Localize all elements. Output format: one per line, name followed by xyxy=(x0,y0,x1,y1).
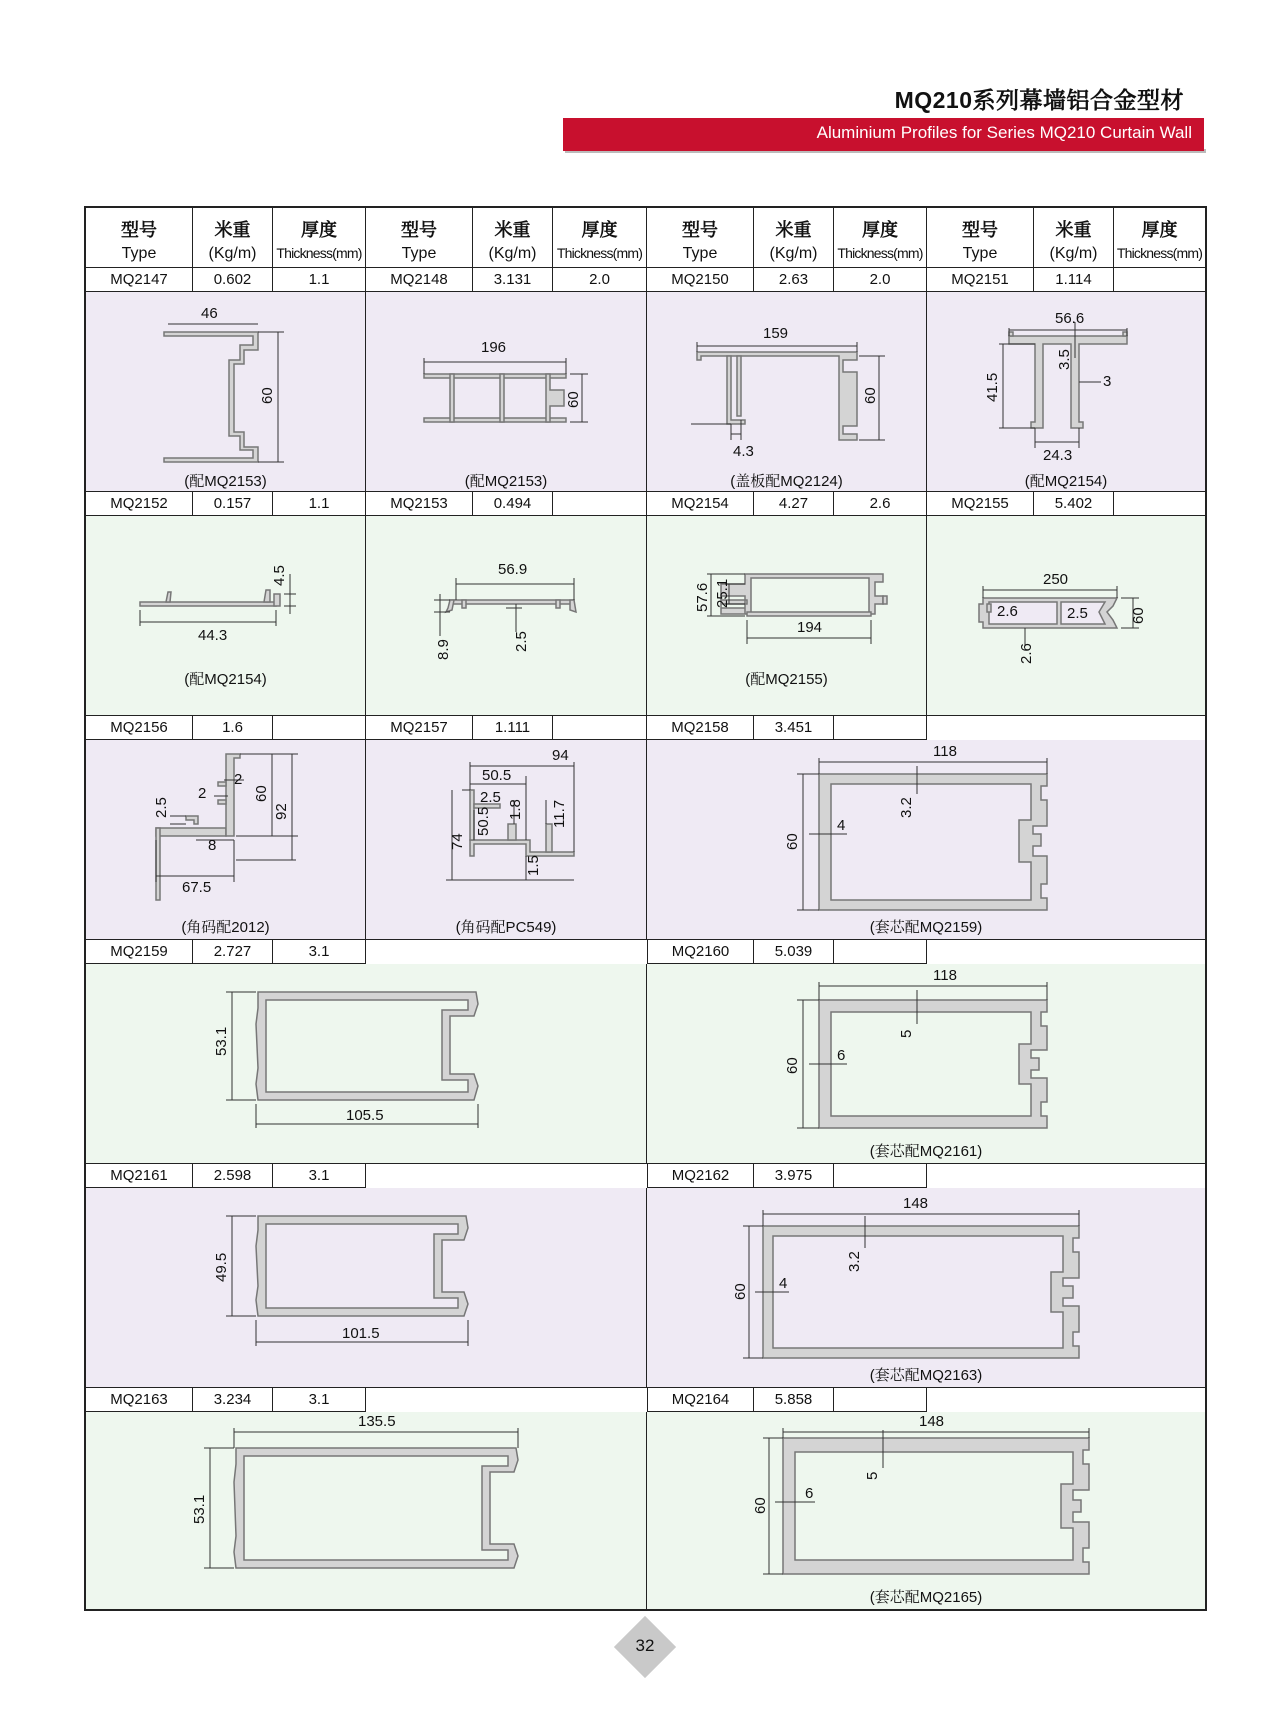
profile-drawing-mq2148 xyxy=(366,292,647,492)
type-cell: MQ2156 xyxy=(86,716,193,740)
profile-drawing-mq2163 xyxy=(86,1412,647,1609)
dim-label: 60 xyxy=(752,1497,769,1514)
profile-diagram xyxy=(647,292,927,492)
profile-drawing-mq2150 xyxy=(647,292,927,492)
profile-diagram xyxy=(86,740,366,940)
info-row-2 xyxy=(86,492,1205,516)
dim-label: 60 xyxy=(862,387,879,404)
weight-cell: 2.727 xyxy=(193,940,273,964)
profile-diagram xyxy=(366,516,647,716)
profile-diagram xyxy=(366,740,647,940)
dim-label: 44.3 xyxy=(198,627,228,644)
thickness-cell xyxy=(553,716,647,740)
thickness-cell: 1.1 xyxy=(273,268,366,292)
profile-diagram xyxy=(647,964,1205,1164)
dim-label: 5 xyxy=(898,1029,915,1038)
page-title-cn: MQ210系列幕墙铝合金型材 xyxy=(894,87,1184,113)
dim-label: 92 xyxy=(273,803,290,820)
header-thickness-4: 厚度 Thickness(mm) xyxy=(1114,208,1205,268)
dim-label: 60 xyxy=(253,785,270,802)
dim-label: 159 xyxy=(763,325,789,342)
weight-cell: 0.602 xyxy=(193,268,273,292)
thickness-cell xyxy=(834,940,927,964)
weight-cell: 0.157 xyxy=(193,492,273,516)
thickness-cell: 3.1 xyxy=(273,1388,366,1412)
header-type-4: 型号 Type xyxy=(927,208,1034,268)
type-cell: MQ2160 xyxy=(647,940,754,964)
type-cell: MQ2157 xyxy=(366,716,473,740)
dim-label: 60 xyxy=(259,387,276,404)
thickness-cell xyxy=(1114,268,1205,292)
dim-label: 2.5 xyxy=(480,789,501,806)
header-weight-4: 米重 (Kg/m) xyxy=(1034,208,1114,268)
weight-cell: 3.131 xyxy=(473,268,553,292)
dim-label: 1.5 xyxy=(525,855,542,876)
dim-label: 194 xyxy=(797,619,823,636)
profile-diagram xyxy=(86,1412,647,1609)
thickness-cell: 1.1 xyxy=(273,492,366,516)
profile-caption: (盖板配MQ2124) xyxy=(730,473,843,490)
profile-diagram xyxy=(647,1412,1205,1609)
weight-cell: 1.6 xyxy=(193,716,273,740)
thickness-cell: 3.1 xyxy=(273,940,366,964)
thickness-cell: 2.6 xyxy=(834,492,927,516)
dim-label: 135.5 xyxy=(358,1413,396,1430)
profile-drawing-mq2155 xyxy=(927,516,1205,716)
type-cell: MQ2163 xyxy=(86,1388,193,1412)
thickness-cell xyxy=(553,492,647,516)
profile-drawing-mq2153 xyxy=(366,516,647,716)
profile-caption: (配MQ2153) xyxy=(184,473,267,490)
thickness-cell xyxy=(1114,492,1205,516)
dim-label: 57.6 xyxy=(694,582,711,612)
profile-caption: (套芯配MQ2165) xyxy=(869,1589,983,1606)
header-weight-3: 米重 (Kg/m) xyxy=(754,208,834,268)
dim-label: 60 xyxy=(565,391,582,408)
profile-caption: (套芯配MQ2163) xyxy=(869,1367,983,1384)
profile-table xyxy=(84,206,1207,1611)
dim-label: 148 xyxy=(919,1413,945,1430)
weight-cell: 0.494 xyxy=(473,492,553,516)
dim-label: 53.1 xyxy=(191,1494,208,1524)
profile-diagram xyxy=(927,516,1205,716)
weight-cell: 3.451 xyxy=(754,716,834,740)
dim-label: 3.2 xyxy=(898,797,915,818)
page-number: 32 xyxy=(635,1636,655,1655)
profile-diagram xyxy=(86,964,647,1164)
thickness-cell xyxy=(273,716,366,740)
type-cell: MQ2158 xyxy=(647,716,754,740)
dim-label: 2 xyxy=(198,785,207,802)
profile-drawing-mq2156 xyxy=(86,740,366,940)
dim-label: 1.8 xyxy=(507,799,524,820)
profile-diagram xyxy=(86,292,366,492)
info-row-3 xyxy=(86,716,927,740)
weight-cell: 2.598 xyxy=(193,1164,273,1188)
profile-drawing-mq2164 xyxy=(647,1412,1205,1609)
dim-label: 3.2 xyxy=(846,1251,863,1272)
dim-label: 3 xyxy=(1103,373,1112,390)
dim-label: 8.9 xyxy=(435,639,452,660)
thickness-cell xyxy=(834,1388,927,1412)
dim-label: 60 xyxy=(732,1283,749,1300)
header-thickness-2: 厚度 Thickness(mm) xyxy=(553,208,647,268)
profile-caption: (套芯配MQ2161) xyxy=(869,1143,983,1160)
dim-label: 8 xyxy=(208,837,217,854)
info-row-4 xyxy=(86,940,1205,964)
profile-caption: (配MQ2154) xyxy=(1024,473,1108,490)
dim-label: 4 xyxy=(779,1275,788,1292)
dim-label: 2.6 xyxy=(997,603,1018,620)
dim-label: 56.9 xyxy=(498,561,528,578)
dim-label: 2 xyxy=(234,771,243,788)
dim-label: 118 xyxy=(933,743,957,760)
dim-label: 5 xyxy=(864,1471,881,1480)
thickness-cell: 2.0 xyxy=(834,268,927,292)
profile-diagram xyxy=(86,1188,647,1388)
weight-cell: 5.039 xyxy=(754,940,834,964)
dim-label: 148 xyxy=(903,1195,929,1212)
info-row-5 xyxy=(86,1164,1205,1188)
type-cell: MQ2152 xyxy=(86,492,193,516)
dim-label: 50.5 xyxy=(482,767,512,784)
profile-drawing-mq2159 xyxy=(86,964,647,1164)
header-type-3: 型号 Type xyxy=(647,208,754,268)
weight-cell: 3.975 xyxy=(754,1164,834,1188)
type-cell: MQ2150 xyxy=(647,268,754,292)
dim-label: 11.7 xyxy=(551,799,568,828)
header-weight-2: 米重 (Kg/m) xyxy=(473,208,553,268)
dim-label: 25.1 xyxy=(714,578,731,608)
dim-label: 2.5 xyxy=(153,797,170,818)
profile-drawing-mq2160 xyxy=(647,964,1205,1164)
header-weight-1: 米重 (Kg/m) xyxy=(193,208,273,268)
profile-caption: (配MQ2153) xyxy=(464,473,548,490)
dim-label: 6 xyxy=(805,1485,814,1502)
weight-cell: 5.402 xyxy=(1034,492,1114,516)
profile-drawing-mq2147 xyxy=(86,292,366,492)
weight-cell: 2.63 xyxy=(754,268,834,292)
profile-drawing-mq2154 xyxy=(647,516,927,716)
info-row-6 xyxy=(86,1388,1205,1412)
weight-cell: 1.114 xyxy=(1034,268,1114,292)
profile-diagram xyxy=(647,740,1205,940)
profile-caption: (角码配PC549) xyxy=(455,919,557,936)
title-bar xyxy=(563,118,1204,151)
profile-diagram xyxy=(647,1188,1205,1388)
weight-cell: 3.234 xyxy=(193,1388,273,1412)
dim-label: 46 xyxy=(201,305,218,322)
profile-diagram xyxy=(366,292,647,492)
profile-drawing-mq2162 xyxy=(647,1188,1205,1388)
profile-diagram xyxy=(927,292,1205,492)
dim-label: 94 xyxy=(552,747,569,764)
thickness-cell: 3.1 xyxy=(273,1164,366,1188)
profile-caption: (配MQ2154) xyxy=(184,671,267,688)
type-cell: MQ2148 xyxy=(366,268,473,292)
info-row-1 xyxy=(86,268,1205,292)
dim-label: 41.5 xyxy=(984,372,1001,402)
dim-label: 67.5 xyxy=(182,879,212,896)
header-type-2: 型号 Type xyxy=(366,208,473,268)
dim-label: 74 xyxy=(449,833,466,850)
dim-label: 101.5 xyxy=(342,1325,380,1342)
type-cell: MQ2153 xyxy=(366,492,473,516)
weight-cell: 5.858 xyxy=(754,1388,834,1412)
dim-label: 60 xyxy=(1130,607,1147,624)
thickness-cell xyxy=(834,716,927,740)
dim-label: 56.6 xyxy=(1055,310,1085,327)
dim-label: 24.3 xyxy=(1043,447,1073,464)
profile-drawing-mq2161 xyxy=(86,1188,647,1388)
profile-caption: (角码配2012) xyxy=(181,919,270,936)
header-thickness-1: 厚度 Thickness(mm) xyxy=(273,208,366,268)
dim-label: 50.5 xyxy=(475,806,492,836)
type-cell: MQ2151 xyxy=(927,268,1034,292)
dim-label: 60 xyxy=(784,1057,801,1074)
header-thickness-3: 厚度 Thickness(mm) xyxy=(834,208,927,268)
dim-label: 2.5 xyxy=(513,631,530,652)
dim-label: 53.1 xyxy=(213,1026,230,1056)
weight-cell: 4.27 xyxy=(754,492,834,516)
dim-label: 250 xyxy=(1043,571,1069,588)
profile-drawing-mq2158 xyxy=(647,740,1205,940)
page-title-en: Aluminium Profiles for Series MQ210 Curtain Wall xyxy=(816,123,1192,142)
weight-cell: 1.111 xyxy=(473,716,553,740)
dim-label: 49.5 xyxy=(213,1252,230,1282)
dim-label: 2.6 xyxy=(1018,643,1035,664)
profile-drawing-mq2157 xyxy=(366,740,647,940)
dim-label: 105.5 xyxy=(346,1107,384,1124)
profile-drawing-mq2151 xyxy=(927,292,1205,492)
header-type-1: 型号 Type xyxy=(86,208,193,268)
type-cell: MQ2162 xyxy=(647,1164,754,1188)
type-cell: MQ2159 xyxy=(86,940,193,964)
dim-label: 196 xyxy=(481,339,507,356)
type-cell: MQ2147 xyxy=(86,268,193,292)
thickness-cell: 2.0 xyxy=(553,268,647,292)
type-cell: MQ2154 xyxy=(647,492,754,516)
type-cell: MQ2161 xyxy=(86,1164,193,1188)
dim-label: 118 xyxy=(933,967,957,984)
dim-label: 4.3 xyxy=(733,443,754,460)
thickness-cell xyxy=(834,1164,927,1188)
dim-label: 4.5 xyxy=(271,565,288,586)
profile-caption: (套芯配MQ2159) xyxy=(869,919,983,936)
dim-label: 4 xyxy=(837,817,846,834)
dim-label: 60 xyxy=(784,833,801,850)
profile-drawing-mq2152 xyxy=(86,516,366,716)
dim-label: 3.5 xyxy=(1056,349,1073,370)
type-cell: MQ2155 xyxy=(927,492,1034,516)
type-cell: MQ2164 xyxy=(647,1388,754,1412)
dim-label: 6 xyxy=(837,1047,846,1064)
dim-label: 2.5 xyxy=(1067,605,1088,622)
profile-caption: (配MQ2155) xyxy=(745,671,828,688)
